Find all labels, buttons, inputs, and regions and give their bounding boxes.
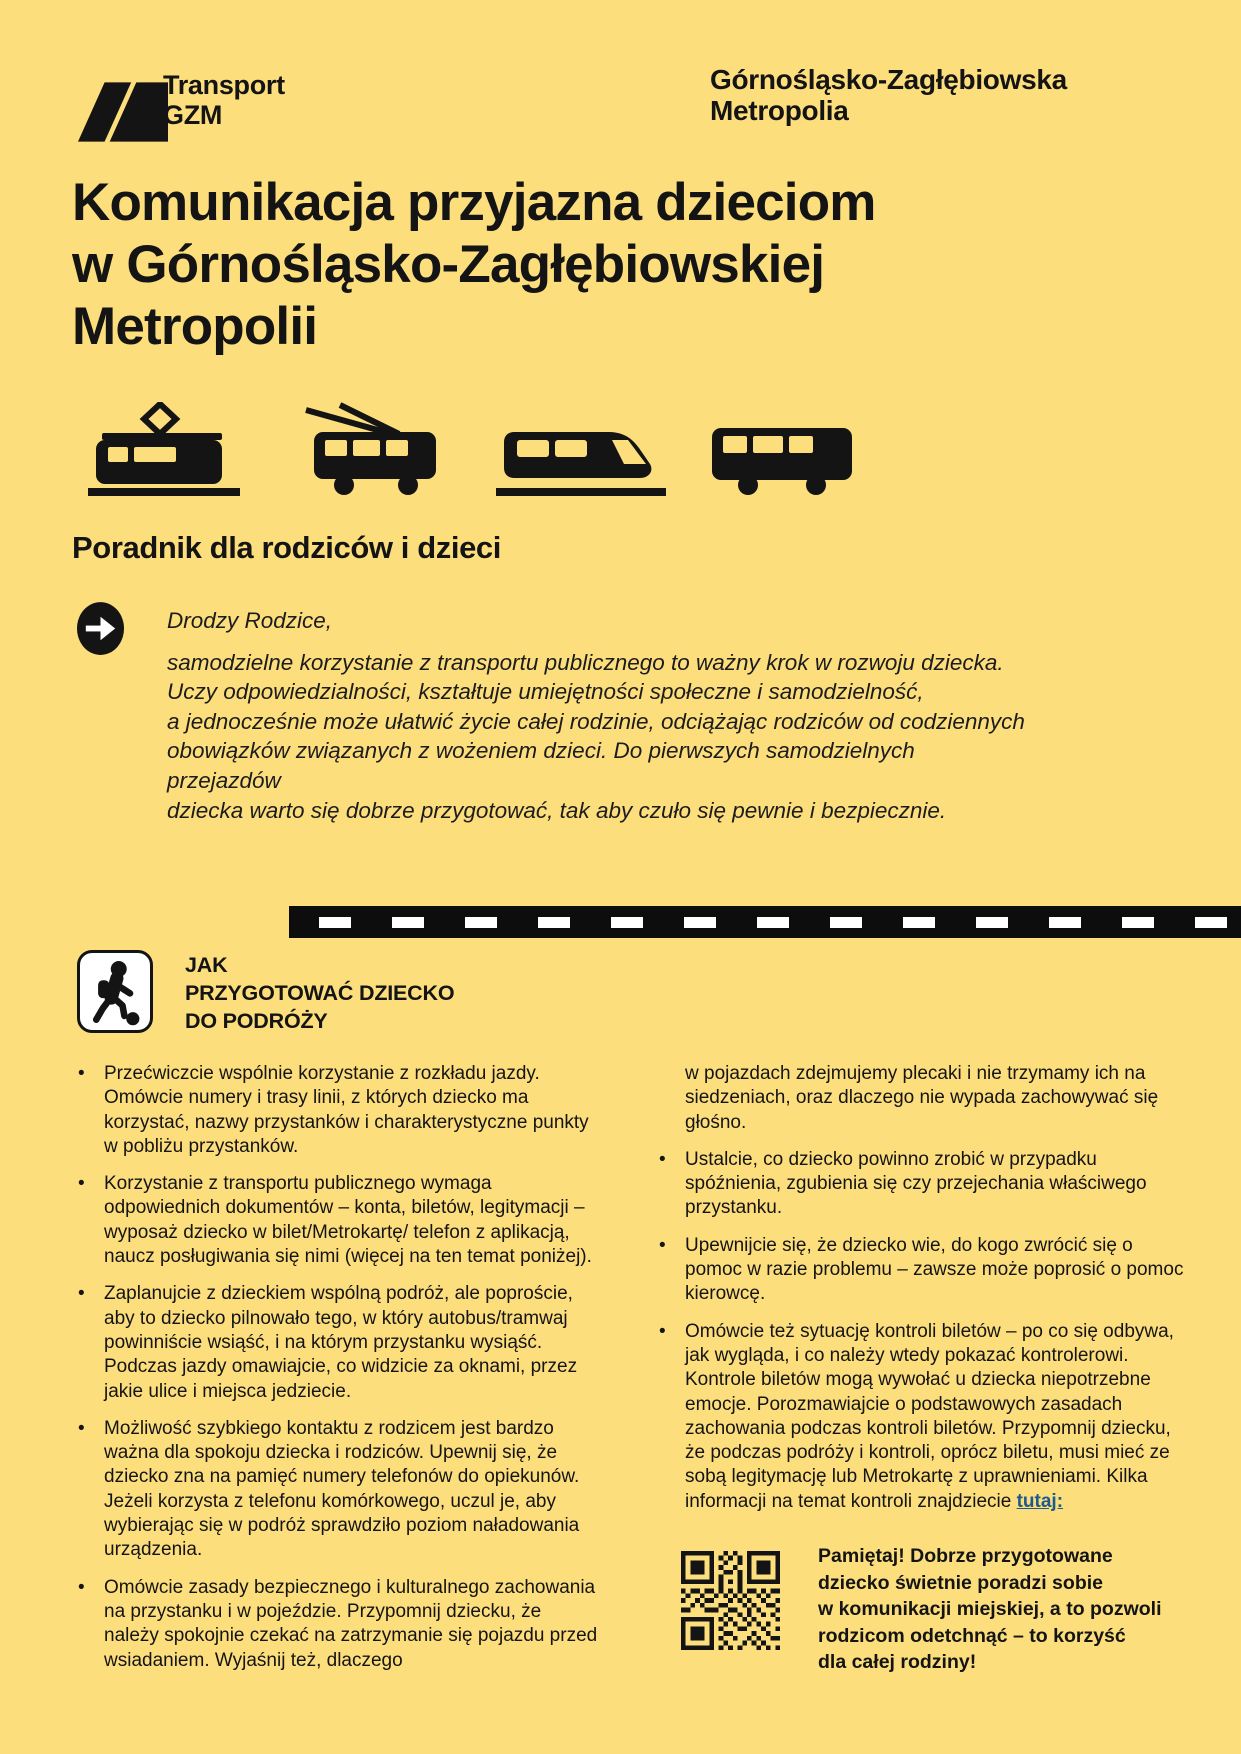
tutaj-link[interactable]: tutaj: [1016,1490,1064,1512]
tips-column-left [78,1062,599,1686]
tip-text [685,1320,1192,1514]
intro-line: dziecka warto się dobrze przygotować, tak aby czuło się pewnie i bezpiecznie. [167,797,947,823]
tip-item [659,1320,1192,1514]
organization-name [710,64,1067,126]
bullet-marker [659,1148,685,1221]
intro-line: obowiązków związanych z wożeniem dzieci. Do pierwszych samodzielnych przejazdów [167,738,915,793]
bullet-marker [78,1576,104,1673]
bullet-marker [78,1417,104,1563]
tip-item [78,1062,599,1159]
bullet-marker [659,1320,685,1514]
tips-column-right [659,1062,1192,1527]
how-to-heading [185,951,454,1035]
tip-text: Korzystanie z transportu publicznego wymaga odpowiednich dokumentów – konta, biletów, legitymacji – wyposaż dziecko w bilet/Metrokartę/ telefon z aplikacją, naucz posługiwania się nimi (więcej na ten temat poniżej). [104,1173,592,1268]
road-dashes [319,917,1231,928]
org-line-2: Metropolia [710,95,849,126]
org-line-1: Górnośląsko-Zagłębiowska [710,64,1067,95]
page-title [72,172,876,358]
tip-item [659,1234,1192,1307]
tram-icon [88,402,248,496]
train-icon [496,402,676,496]
bullet-marker [78,1062,104,1159]
road-divider [289,906,1241,938]
intro-text [167,606,1027,825]
logo-wordmark [163,70,285,130]
tip-item [659,1148,1192,1221]
logo-line-2: GZM [163,100,223,130]
how-heading-line-2: PRZYGOTOWAĆ DZIECKO [185,981,455,1005]
arrow-right-icon [77,602,124,655]
tip-text: Zaplanujcie z dzieckiem wspólną podróż, ale poproście, aby to dziecko pilnowało tego, w który autobus/tramwaj powinniście wsiąść, i na którym przystanku wysiąść. Podczas jazdy omawiajcie, co widzicie za oknami, przez jakie ulice i miejsca jedziecie. [104,1283,578,1402]
reminder-text [818,1543,1218,1676]
tip-text-body: Omówcie też sytuację kontroli biletów – po co się odbywa, jak wygląda, i co należy wtedy pokazać kontrolerowi. Kontrole biletów mogą wywołać u dziecka niepotrzebne emocje. Porozmawiajcie o podstawowych zasadach zachowania podczas kontroli biletów. Przypomnij dziecku, że podczas podróży i kontroli, oprócz biletu, musi mieć ze sobą legitymację lub Metrokartę z uprawnieniami. Kilka informacji na temat kontroli znajdziecie [685,1320,1174,1512]
tip-text: Ustalcie, co dziecko powinno zrobić w przypadku spóźnienia, zgubienia się czy przejechania właściwego przystanku. [685,1148,1147,1219]
tip-text: Przećwiczcie wspólnie korzystanie z rozkładu jazdy. Omówcie numery i trasy linii, z których dziecko ma korzystać, nazwy przystanków i charakterystyczne punkty w pobliżu przystanków. [104,1063,589,1157]
title-line-2: w Górnośląsko-Zagłębiowskiej [72,235,825,294]
reminder-line: rodzicom odetchnąć – to korzyść [818,1624,1126,1647]
tip-text: Możliwość szybkiego kontaktu z rodzicem jest bardzo ważna dla spokoju dziecka i rodziców. Upewnij się, że dziecko zna na pamięć numery telefonów do opiekunów. Jeżeli korzysta z telefonu komórkowego, uczul je, aby wybierając się w podróż sprawdziło poziom naładowania urządzenia. [104,1417,580,1561]
reminder-line: w komunikacji miejskiej, a to pozwoli [818,1598,1162,1621]
tip-item [78,1417,599,1563]
reminder-line: dla całej rodziny! [818,1651,977,1674]
section-subtitle: Poradnik dla rodziców i dzieci [72,530,501,565]
tip-item [78,1576,599,1673]
tip-text: Omówcie zasady bezpiecznego i kulturalnego zachowania na przystanku i w pojeździe. Przypomnij dziecku, że należy spokojnie czekać na zatrzymanie się pojazdu przed wsiadaniem. Wyjaśnij też, dlaczego [104,1576,598,1671]
logo-line-1: Transport [163,70,285,100]
title-line-3: Metropolii [72,297,318,356]
how-heading-line-3: DO PODRÓŻY [185,1009,328,1033]
bus-icon [704,402,859,496]
bullet-marker [78,1282,104,1403]
walking-child-icon [77,950,153,1033]
intro-salutation: Drodzy Rodzice, [167,608,333,633]
reminder-line: Pamiętaj! Dobrze przygotowane [818,1545,1113,1567]
tip-item [78,1282,599,1403]
intro-line: a jednocześnie może ułatwić życie całej rodzinie, odciążając rodziców od codziennych [167,708,1025,734]
reminder-line: dziecko świetnie poradzi sobie [818,1571,1103,1594]
tip-text: Upewnijcie się, że dziecko wie, do kogo zwrócić się o pomoc w razie problemu – zawsze może poprosić o pomoc kierowcę. [685,1234,1184,1305]
title-line-1: Komunikacja przyjazna dzieciom [72,173,876,232]
intro-line: Uczy odpowiedzialności, kształtuje umiejętności społeczne i samodzielność, [167,679,924,705]
tip-item [78,1172,599,1269]
intro-line: samodzielne korzystanie z transportu publicznego to ważny krok w rozwoju dziecka. [167,649,1004,675]
bullet-marker [659,1234,685,1307]
gzm-m-logo-icon [78,82,168,142]
bullet-marker [78,1172,104,1269]
trolleybus-icon [296,402,451,496]
qr-code [681,1549,780,1652]
tip-continuation-text: w pojazdach zdejmujemy plecaki i nie trzymamy ich na siedzeniach, oraz dlaczego nie wypada zachowywać się głośno. [685,1063,1159,1133]
how-heading-line-1: JAK [185,953,228,977]
